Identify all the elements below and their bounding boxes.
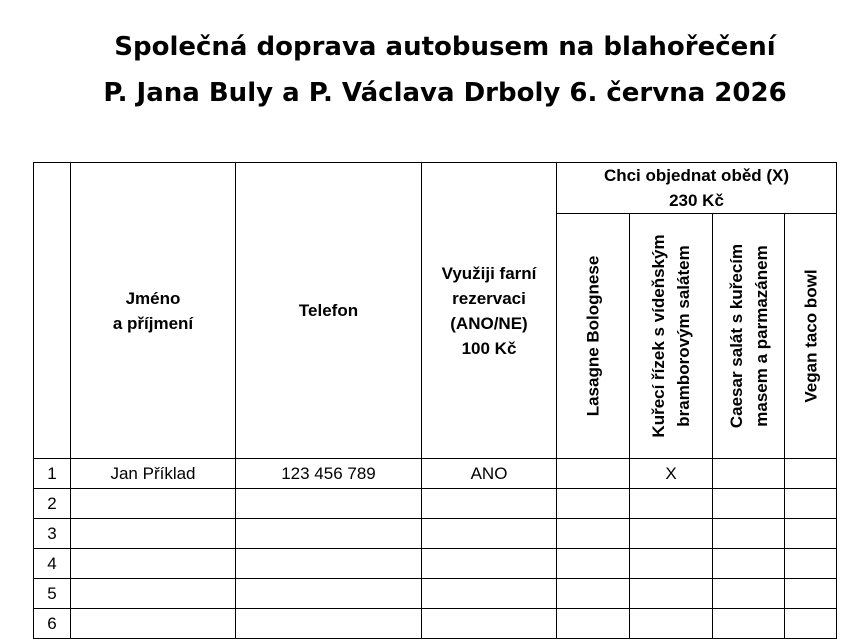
header-row-number xyxy=(34,163,71,459)
header-reservation-line: Využiji farní xyxy=(441,263,537,283)
table-row xyxy=(34,609,837,639)
row-number: 1 xyxy=(34,459,71,489)
meal-label-line: bramborovým salátem xyxy=(674,245,693,427)
meal-label-line: Kuřecí řízek s vídeňským xyxy=(649,234,668,438)
header-meal-lasagne xyxy=(557,214,630,459)
reservation-cell[interactable] xyxy=(422,519,557,549)
meal-label-line: Vegan taco bowl xyxy=(801,269,820,403)
phone-cell[interactable]: 123 456 789 xyxy=(236,459,422,489)
phone-cell[interactable] xyxy=(236,579,422,609)
header-meal-caesar xyxy=(713,214,785,459)
meal-cell-caesar[interactable] xyxy=(713,519,785,549)
meal-cell-caesar[interactable] xyxy=(713,489,785,519)
meal-cell-lasagne[interactable] xyxy=(557,459,630,489)
meal-cell-vegan[interactable] xyxy=(785,459,837,489)
header-name xyxy=(71,163,236,459)
meal-cell-vegan[interactable] xyxy=(785,609,837,639)
name-cell[interactable] xyxy=(71,549,236,579)
name-cell[interactable] xyxy=(71,609,236,639)
name-cell[interactable]: Jan Příklad xyxy=(71,459,236,489)
phone-cell[interactable] xyxy=(236,489,422,519)
meal-cell-vegan[interactable] xyxy=(785,519,837,549)
phone-cell[interactable] xyxy=(236,519,422,549)
meal-cell-schnitzel[interactable] xyxy=(630,549,713,579)
header-reservation-line: 100 Kč xyxy=(461,338,517,358)
reservation-cell[interactable] xyxy=(422,549,557,579)
reservation-cell[interactable] xyxy=(422,609,557,639)
table-row xyxy=(34,519,837,549)
meal-cell-lasagne[interactable] xyxy=(557,579,630,609)
header-meal-schnitzel xyxy=(630,214,713,459)
meal-cell-lasagne[interactable] xyxy=(557,519,630,549)
table-row xyxy=(34,489,837,519)
header-phone: Telefon xyxy=(236,163,422,459)
meal-cell-caesar[interactable] xyxy=(713,609,785,639)
header-reservation-line: rezervaci xyxy=(452,288,526,308)
name-cell[interactable] xyxy=(71,579,236,609)
row-number: 2 xyxy=(34,489,71,519)
meal-cell-lasagne[interactable] xyxy=(557,609,630,639)
table-row xyxy=(34,459,837,489)
name-cell[interactable] xyxy=(71,519,236,549)
header-reservation-line: (ANO/NE) xyxy=(450,313,528,333)
meal-cell-schnitzel[interactable] xyxy=(630,579,713,609)
table-row xyxy=(34,579,837,609)
meal-cell-schnitzel[interactable]: X xyxy=(630,459,713,489)
meal-label-line: Caesar salát s kuřecím xyxy=(726,243,746,429)
meal-cell-schnitzel[interactable] xyxy=(630,519,713,549)
name-cell[interactable] xyxy=(71,489,236,519)
header-reservation xyxy=(422,163,557,459)
meal-cell-vegan[interactable] xyxy=(785,489,837,519)
meal-cell-vegan[interactable] xyxy=(785,549,837,579)
meal-cell-lasagne[interactable] xyxy=(557,549,630,579)
header-lunch-line: 230 Kč xyxy=(669,191,724,210)
header-lunch-group xyxy=(557,163,837,214)
meal-label-line: Lasagne Bolognese xyxy=(583,255,603,417)
meal-cell-schnitzel[interactable] xyxy=(630,609,713,639)
meal-label-line: masem a parmazánem xyxy=(751,245,771,427)
reservation-cell[interactable] xyxy=(422,489,557,519)
reservation-cell[interactable]: ANO xyxy=(422,459,557,489)
reservation-cell[interactable] xyxy=(422,579,557,609)
meal-cell-caesar[interactable] xyxy=(713,459,785,489)
document-title-line-2: P. Jana Buly a P. Václava Drboly 6. června 2026 xyxy=(103,78,787,108)
table-row xyxy=(34,549,837,579)
meal-cell-lasagne[interactable] xyxy=(557,489,630,519)
row-number: 3 xyxy=(34,519,71,549)
phone-cell[interactable] xyxy=(236,549,422,579)
header-name-line: Jméno xyxy=(125,288,181,308)
phone-cell[interactable] xyxy=(236,609,422,639)
meal-cell-vegan[interactable] xyxy=(785,579,837,609)
row-number: 4 xyxy=(34,549,71,579)
header-meal-vegan xyxy=(785,214,837,459)
meal-cell-schnitzel[interactable] xyxy=(630,489,713,519)
registration-table xyxy=(33,162,837,639)
header-name-line: a příjmení xyxy=(112,313,194,333)
document-title-line-1: Společná doprava autobusem na blahořečení xyxy=(114,32,776,62)
row-number: 5 xyxy=(34,579,71,609)
row-number: 6 xyxy=(34,609,71,639)
meal-cell-caesar[interactable] xyxy=(713,579,785,609)
header-lunch-line: Chci objednat oběd (X) xyxy=(603,166,790,185)
meal-cell-caesar[interactable] xyxy=(713,549,785,579)
